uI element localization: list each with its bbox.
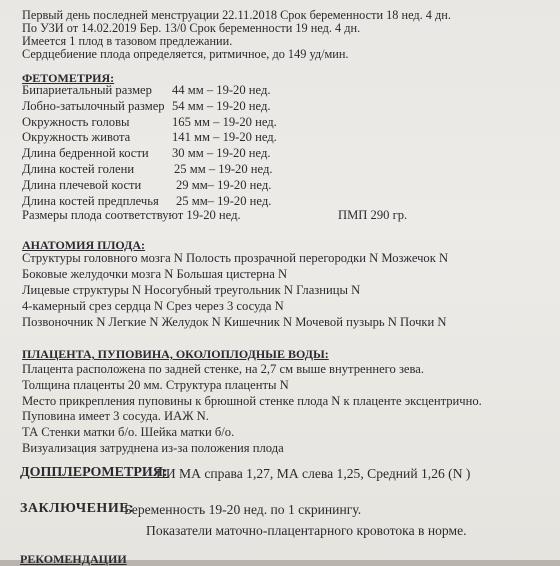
fetometry-value: 141 мм – 19-20 нед. [172, 130, 277, 144]
us-date-line: По УЗИ от 14.02.2019 Бер. 13/0 Срок беременности 19 нед. 4 дн. [22, 21, 361, 35]
fetometry-heading: ФЕТОМЕТРИЯ: [22, 71, 115, 85]
conclusion-line: Показатели маточно-плацентарного кровотока в норме. [146, 523, 467, 538]
placenta-line: Место прикрепления пуповины к брюшной стенке плода N к плаценте эксцентрично. [22, 394, 482, 408]
anatomy-line: Боковые желудочки мозга N Большая цистерна N [22, 267, 288, 281]
anatomy-line: 4-камерный срез сердца N Срез через 3 сосуда N [22, 299, 284, 313]
anatomy-line: Лицевые структуры N Носогубный треугольник N Глазницы N [22, 283, 361, 297]
placenta-line: Визуализация затруднена из-за положения плода [22, 441, 284, 455]
lmp-line: Первый день последней менструации 22.11.2018 Срок беременности 18 нед. 4 дн. [22, 8, 451, 22]
fetometry-label: Длина бедренной кости [22, 146, 149, 160]
fetometry-value: 29 мм– 19-20 нед. [176, 178, 272, 192]
fetometry-label: Лобно-затылочный размер [22, 99, 165, 113]
placenta-line: Пуповина имеет 3 сосуда. ИАЖ N. [22, 409, 209, 423]
fetometry-label: Окружность головы [22, 115, 130, 129]
placenta-line: Плацента расположена по задней стенке, на 2,7 см выше внутреннего зева. [22, 362, 425, 376]
fetometry-value: 30 мм – 19-20 нед. [172, 146, 271, 160]
placenta-line: ТА Стенки матки б/о. Шейка матки б/о. [22, 425, 235, 439]
conclusion-heading: ЗАКЛЮЧЕНИЕ: [20, 501, 135, 516]
anatomy-heading: АНАТОМИЯ ПЛОДА: [22, 238, 146, 252]
fetometry-label: Длина костей голени [22, 162, 135, 176]
placenta-line: Толщина плаценты 20 мм. Структура плаценты N [22, 378, 289, 392]
placenta-heading: ПЛАЦЕНТА, ПУПОВИНА, ОКОЛОПЛОДНЫЕ ВОДЫ: [22, 347, 329, 361]
fetus-position-line: Имеется 1 плод в тазовом предлежании. [22, 34, 233, 48]
fetometry-value: 25 мм – 19-20 нед. [174, 162, 273, 176]
fetal-size-summary: Размеры плода соответствуют 19-20 нед. [22, 208, 241, 222]
recommendations-heading-cut: РЕКОМЕНДАЦИИ [20, 552, 127, 566]
fetometry-value: 54 мм – 19-20 нед. [172, 99, 271, 113]
heartbeat-line: Сердцебиение плода определяется, ритмичное, до 149 уд/мин. [22, 47, 349, 61]
fetometry-label: Окружность живота [22, 130, 131, 144]
fetometry-label: Длина костей предплечья [22, 194, 159, 208]
anatomy-line: Структуры головного мозга N Полость прозрачной перегородки N Мозжечок N [22, 251, 449, 265]
estimated-fetal-weight: ПМП 290 гр. [338, 208, 408, 222]
conclusion-line: Беременность 19-20 нед. по 1 скринингу. [124, 502, 362, 517]
fetometry-value: 25 мм– 19-20 нед. [176, 194, 272, 208]
anatomy-line: Позвоночник N Легкие N Желудок N Кишечник N Мочевой пузырь N Почки N [22, 315, 447, 329]
fetometry-value: 165 мм – 19-20 нед. [172, 115, 277, 129]
doppler-values: ПИ МА справа 1,27, МА слева 1,25, Средний 1,26 (N ) [156, 466, 471, 481]
doppler-heading: ДОППЛЕРОМЕТРИЯ: [20, 465, 168, 480]
fetometry-value: 44 мм – 19-20 нед. [172, 83, 271, 97]
fetometry-label: Длина плечевой кости [22, 178, 142, 192]
fetometry-label: Бипариетальный размер [22, 83, 152, 97]
